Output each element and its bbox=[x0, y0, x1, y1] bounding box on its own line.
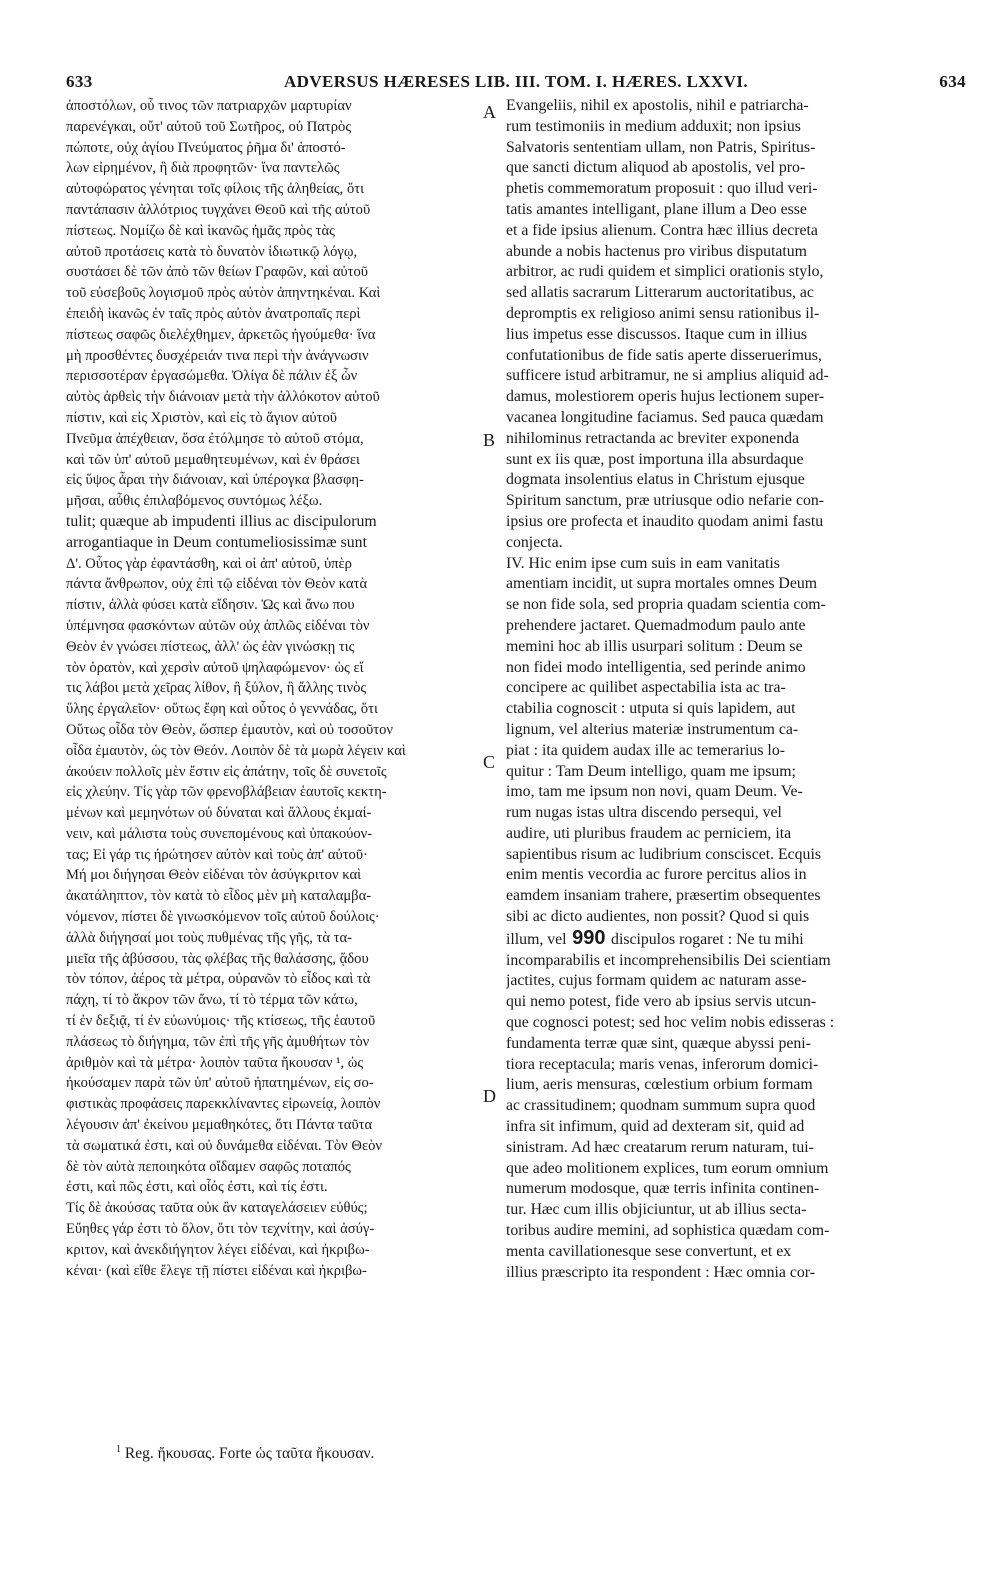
latin-text-line: audire, uti pluribus fraudem ac perniciem, ita bbox=[506, 824, 792, 842]
latin-text-line: dogmata insolentius elatus in Christum ejusque bbox=[506, 471, 805, 489]
latin-text-line: arrogantiaque in Deum contumeliosissimæ sunt bbox=[66, 533, 367, 551]
latin-text-line: fundamenta terræ quæ sint, quæque abyssi peni- bbox=[506, 1034, 811, 1052]
greek-text-line: τας; Εἰ γάρ τις ἠρώτησεν αὐτὸν καὶ τοὺς ἀπ' αὐτοῦ· bbox=[66, 846, 368, 863]
latin-text-line: tulit; quæque ab impudenti illius ac discipulorum bbox=[66, 512, 377, 530]
latin-text-line: Salvatoris sententiam ullam, non Patris, Spiritus- bbox=[506, 138, 816, 156]
latin-text-line: ac crassitudinem; quodnam summum supra quod bbox=[506, 1097, 816, 1115]
greek-text-line: Τίς δὲ ἀκούσας ταῦτα οὐκ ἂν καταγελάσειεν εὐθύς; bbox=[66, 1200, 368, 1217]
latin-text-line: tur. Hæc cum illis objiciuntur, ut ab illius secta- bbox=[506, 1201, 807, 1219]
greek-text-line: κριτον, καὶ ἀνεκδιήγητον λέγει εἰδέναι, καὶ ἠκριβω- bbox=[66, 1241, 370, 1258]
greek-text-line: φιστικὰς προφάσεις παρεκκλίναντες εἰρωνείᾳ, λοιπὸν bbox=[66, 1096, 381, 1113]
page-number-right: 634 bbox=[939, 72, 966, 91]
greek-text-line: λέγουσιν ἀπ' ἐκείνου μεμαθηκότες, ὅτι Πάντα ταῦτα bbox=[66, 1117, 373, 1134]
latin-text-line: tiora receptacula; maris venas, inferorum domici- bbox=[506, 1055, 819, 1073]
latin-text-line: incomparabilis et incomprehensibilis Dei scientiam bbox=[506, 951, 831, 969]
latin-text-line: sibi ac dicto audientes, non possit? Quod si quis bbox=[506, 908, 810, 926]
latin-text-line: sufficere istud arbitramur, ne si amplius aliquid ad- bbox=[506, 367, 829, 385]
greek-text-line: ἀποστόλων, οὗ τινος τῶν πατριαρχῶν μαρτυρίαν bbox=[66, 98, 352, 114]
greek-text-line: αὐτοφώρατος γένηται τοῖς φίλοις τῆς ἀληθείας, ὅτι bbox=[66, 181, 365, 198]
latin-text-line: rum testimoniis in medium adduxit; non ipsius bbox=[506, 117, 801, 135]
latin-text-line: que cognosci potest; sed hoc velim nobis edisseras : bbox=[506, 1014, 835, 1032]
greek-text-line: νειν, καὶ μάλιστα τοὺς συνεπομένους καὶ ὑπακούον- bbox=[66, 825, 373, 842]
latin-text-line: eamdem insaniam trahere, præsertim obsequentes bbox=[506, 887, 821, 905]
greek-text-line: Μή μοι διήγησαι Θεὸν εἰδέναι τὸν ἀσύγκριτον καὶ bbox=[66, 867, 362, 884]
latin-text-line: que sancti dictum aliquod ab apostolis, vel pro- bbox=[506, 159, 806, 177]
latin-text-line: sinistram. Ad hæc creatarum rerum naturam, tui- bbox=[506, 1138, 814, 1156]
footnote-mark: 1 bbox=[116, 1444, 121, 1455]
greek-text-line: συστάσει δὲ τῶν ἀπὸ τῶν θείων Γραφῶν, καὶ αὐτοῦ bbox=[66, 264, 368, 281]
greek-text-line: κέναι· (καὶ εἴθε ἔλεγε τῇ πίστει εἰδέναι καὶ ἠκριβω- bbox=[66, 1262, 367, 1279]
latin-text-line: IV. Hic enim ipse cum suis in eam vanitatis bbox=[506, 554, 780, 572]
greek-text-line: ἀλλὰ διήγησαί μοι τοὺς πυθμένας τῆς γῆς, τὰ τα- bbox=[66, 929, 353, 946]
latin-text-line: illius præscripto ita respondent : Hæc omnia cor- bbox=[506, 1263, 815, 1281]
latin-text-line: sapientibus risum ac ludibrium consciscet. Ecquis bbox=[506, 845, 821, 863]
latin-text-line: depromptis ex religioso animi sensu rationibus il- bbox=[506, 304, 820, 322]
latin-text-line: non fidei modo intelligentia, sed perinde animo bbox=[506, 658, 806, 676]
section-marker-c: C bbox=[483, 752, 496, 772]
greek-text-line: Πνεῦμα ἀπέχθειαν, ὅσα ἐτόλμησε τὸ αὐτοῦ στόμα, bbox=[66, 430, 364, 447]
latin-text-line: lius impetus esse discussos. Itaque cum in illius bbox=[506, 325, 807, 343]
section-marker-d: D bbox=[483, 1086, 496, 1106]
greek-text-line: τις λάβοι μετὰ χεῖρας λίθον, ἢ ξύλον, ἢ ἄλλης τινὸς bbox=[66, 680, 367, 697]
greek-text-line: αὐτὸς ἀρθεὶς τὴν διάνοιαν μετὰ τὴν ἀλλόκοτον αὐτοῦ bbox=[66, 389, 380, 406]
latin-text-line: et a fide ipsius alienum. Contra hæc illius decreta bbox=[506, 221, 818, 239]
greek-text-line: ἐπειδὴ ἱκανῶς ἐν ταῖς πρὸς αὐτὸν ἀνατροπαῖς περὶ bbox=[66, 305, 361, 322]
latin-paragraph-1-end bbox=[506, 512, 966, 554]
greek-text-line: εἰς ὕψος ἆραι τὴν διάνοιαν, καὶ ὑπέρογκα βλασφη- bbox=[66, 472, 364, 489]
latin-text-line: ctabilia cognoscit : utputa si quis lapidem, aut bbox=[506, 700, 796, 718]
latin-text-line: concipere ac quilibet aspectabilia ista ac tra- bbox=[506, 679, 786, 697]
latin-text-line: memini hoc ab illis usurpari solitum : Deum se bbox=[506, 637, 803, 655]
greek-text-line: παντάπασιν ἀλλότριος τυγχάνει Θεοῦ καὶ τῆς αὐτοῦ bbox=[66, 201, 371, 218]
latin-text-line: phetis commemoratum proposuit : quo illud veri- bbox=[506, 180, 818, 198]
greek-text-line: μῆσαι, αὖθις ἐπιλαβόμενος συντόμως λέξω. bbox=[66, 493, 323, 510]
latin-continuation bbox=[66, 512, 486, 554]
greek-paragraph-2 bbox=[66, 554, 486, 1282]
greek-text-line: ἀριθμὸν καὶ τὰ μέτρα· λοιπὸν ταῦτα ἤκουσαν ¹, ὡς bbox=[66, 1054, 364, 1071]
greek-text-line: Εὔηθες γάρ ἐστι τὸ ὅλον, ὅτι τὸν τεχνίτην, καὶ ἀσύγ- bbox=[66, 1221, 375, 1238]
greek-text-line: πάχη, τί τὸ ἄκρον τῶν ἄνω, τί τὸ τέρμα τῶν κάτω, bbox=[66, 992, 358, 1009]
greek-text-line: πάντα ἄνθρωπον, οὐχ ἐπὶ τῷ εἰδέναι τὸν Θεὸν κατὰ bbox=[66, 576, 368, 593]
page bbox=[66, 66, 966, 1566]
greek-text-line: μὴ προσθέντες δυσχέρειάν τινα περὶ τὴν ἀνάγνωσιν bbox=[66, 347, 369, 364]
latin-paragraph-2 bbox=[506, 554, 966, 1284]
latin-text-line: Evangeliis, nihil ex apostolis, nihil e patriarcha- bbox=[506, 97, 809, 114]
greek-text-line: μιεῖα τῆς ἀβύσσου, τὰς φλέβας τῆς θαλάσσης, ᾅδου bbox=[66, 950, 369, 967]
section-marker-b: B bbox=[483, 430, 496, 450]
greek-text-line: πίστιν, καὶ εἰς Χριστὸν, καὶ εἰς τὸ ἅγιον αὐτοῦ bbox=[66, 409, 338, 426]
footnote bbox=[116, 1444, 716, 1463]
greek-text-line: Οὕτως οἶδα τὸν Θεὸν, ὥσπερ ἐμαυτὸν, καὶ οὐ τοσοῦτον bbox=[66, 721, 394, 738]
latin-text-line: sed allatis sacrarum Litterarum auctoritatibus, ac bbox=[506, 284, 814, 302]
greek-text-line: λων εἰρημένον, ἢ διὰ προφητῶν· ἵνα παντελῶς bbox=[66, 160, 340, 177]
greek-text-line: Δ'. Οὗτος γὰρ ἐφαντάσθη, καὶ οἱ ἀπ' αὐτοῦ, ὑπὲρ bbox=[66, 555, 352, 572]
latin-column bbox=[506, 96, 966, 1436]
greek-text-line: τοῦ εὐσεβοῦς λογισμοῦ πρὸς αὐτὸν ἀπηντηκέναι. Καὶ bbox=[66, 285, 381, 302]
greek-text-line: Θεὸν ἐν γνώσει πίστεως, ἀλλ' ὡς ἐὰν γινώσκῃ τις bbox=[66, 638, 355, 655]
greek-text-line: πίστιν, ἀλλὰ φύσει κατὰ εἴδησιν. Ὡς καὶ ἄνω που bbox=[66, 597, 355, 614]
greek-text-line: τὸν τόπον, ἀέρος τὰ μέτρα, οὐρανῶν τὸ εἶδος καὶ τὰ bbox=[66, 971, 371, 988]
greek-text-line: ὑπέμνησα φασκόντων αὐτῶν οὐχ ἁπλῶς εἰδέναι τὸν bbox=[66, 617, 370, 634]
greek-text-line: ἀκατάληπτον, τὸν κατὰ τὸ εἶδος μὲν μὴ καταλαμβα- bbox=[66, 888, 372, 905]
latin-text-line: menta cavillationesque sese convertunt, et ex bbox=[506, 1242, 792, 1260]
latin-text-line: jactites, cujus formam quidem ac naturam asse- bbox=[506, 972, 807, 990]
greek-paragraph-1 bbox=[66, 96, 486, 512]
latin-text-line: piat : ita quidem audax ille ac temerarius lo- bbox=[506, 741, 785, 759]
greek-text-line: πίστεως. Νομίζω δὲ καὶ ἱκανῶς ἡμᾶς πρὸς τὰς bbox=[66, 222, 335, 239]
footnote-text: Reg. ἤκουσας. Forte ὡς ταῦτα ἤκουσαν. bbox=[124, 1445, 375, 1463]
latin-text-line: prehendere jactaret. Quemadmodum paulo ante bbox=[506, 616, 806, 634]
latin-text-line: illum, vel 990 discipulos rogaret : Ne tu mihi bbox=[506, 927, 804, 949]
latin-text-line: toribus audire memini, ad sophistica quædam com- bbox=[506, 1222, 830, 1240]
greek-text-line: καὶ τῶν ὑπ' αὐτοῦ μεμαθητευμένων, καὶ ἐν θράσει bbox=[66, 451, 360, 468]
latin-text-line: que adeo molitionem explices, tum eorum omnium bbox=[506, 1159, 829, 1177]
latin-text-line: amentiam incidit, ut supra mortales omnes Deum bbox=[506, 575, 818, 593]
greek-text-line: τὰ σωματικά ἐστι, καὶ οὐ δυνάμεθα εἰδέναι. Τὸν Θεὸν bbox=[66, 1137, 382, 1154]
latin-text-line: qui nemo potest, fide vero ab ipsius servis utcun- bbox=[506, 993, 817, 1011]
section-marker-a: A bbox=[483, 102, 496, 122]
running-title: ADVERSUS HÆRESES LIB. III. TOM. I. HÆRES. LXXVI. bbox=[284, 72, 748, 91]
greek-text-line: δὲ τὸν αὐτὰ πεποιηκότα οἴδαμεν σαφῶς ποταπός bbox=[66, 1158, 351, 1175]
greek-text-line: οἶδα ἐμαυτὸν, ὡς τὸν Θεόν. Λοιπὸν δὲ τὰ μωρὰ λέγειν καὶ bbox=[66, 742, 406, 759]
latin-text-line: ipsius ore profecta et inaudito quodam animi fastu bbox=[506, 512, 824, 530]
greek-text-line: ἠκούσαμεν παρὰ τῶν ὑπ' αὐτοῦ ἠπατημένων, εἰς σο- bbox=[66, 1075, 374, 1092]
greek-text-line: πίστεως σαφῶς διελέχθημεν, ἀρκετῶς ἡγούμεθα· ἵνα bbox=[66, 326, 376, 343]
latin-text-line: se non fide sola, sed propria quadam scientia com- bbox=[506, 596, 826, 614]
latin-text-line: sunt ex iis quæ, post importuna illa absurdaque bbox=[506, 450, 804, 468]
latin-text-line: tatis amantes intelligant, plane illum a Deo esse bbox=[506, 200, 807, 218]
column-number: 990 bbox=[566, 927, 612, 949]
latin-text-line: vacanea longitudine faciamus. Sed pauca quædam bbox=[506, 408, 824, 426]
latin-text-line: nihilominus retractanda ac breviter exponenda bbox=[506, 429, 799, 447]
latin-text-line: Spiritum sanctum, præ utriusque odio nefarie con- bbox=[506, 492, 825, 510]
latin-text-line: lium, aeris mensuras, cœlestium orbium formam bbox=[506, 1076, 813, 1094]
greek-text-line: τὸν ὁρατὸν, καὶ χερσὶν αὐτοῦ ψηλαφώμενον· ὡς εἴ bbox=[66, 659, 364, 676]
latin-text-line: damus, molestiorem operis hujus lectionem super- bbox=[506, 388, 825, 406]
latin-paragraph-1 bbox=[506, 96, 966, 512]
latin-text-line: confutationibus de fide satis aperte disseruerimus, bbox=[506, 346, 822, 364]
latin-text-line: conjecta. bbox=[506, 533, 563, 551]
greek-text-line: εἰς χλεύην. Τίς γὰρ τῶν φρενοβλάβειαν ἑαυτοῖς κεκτη- bbox=[66, 784, 387, 801]
latin-text-fragment: discipulos rogaret : Ne tu mihi bbox=[611, 930, 804, 948]
greek-text-line: πώποτε, οὐχ ἁγίου Πνεύματος ῥῆμα δι' ἀποστό- bbox=[66, 139, 346, 156]
latin-text-line: arbitror, ac rudi quidem et simplici orationis stylo, bbox=[506, 263, 824, 281]
latin-text-line: quitur : Tam Deum intelligo, quam me ipsum; bbox=[506, 762, 796, 780]
latin-text-line: imo, tam me ipsum non novi, quam Deum. Ve- bbox=[506, 783, 803, 801]
greek-text-line: ὕλης ἐργαλεῖον· οὕτως ἔφη καὶ οὗτος ὁ γεννάδας, ὅτι bbox=[66, 701, 378, 718]
greek-text-line: μένων καὶ μεμηνότων οὐ δύναται καὶ ἄλλους ἐκμαί- bbox=[66, 805, 372, 822]
greek-text-line: πλάσεως τὸ διήγημα, τῶν ἐπὶ τῆς γῆς ἀμυθήτων τὸν bbox=[66, 1033, 370, 1050]
greek-column bbox=[66, 96, 486, 1436]
latin-text-line: rum nugas istas ultra discendo persequi, vel bbox=[506, 804, 782, 822]
page-number-left: 633 bbox=[66, 72, 93, 91]
greek-text-line: περισσοτέραν ἐργασώμεθα. Ὀλίγα δὲ πάλιν ἐξ ὧν bbox=[66, 368, 358, 385]
greek-text-line: παρενέγκαι, οὔτ' αὐτοῦ τοῦ Σωτῆρος, οὐ Πατρὸς bbox=[66, 118, 352, 135]
greek-text-line: ἀκούειν πολλοῖς μὲν ἔστιν εἰς ἀπάτην, τοῖς δὲ συνετοῖς bbox=[66, 763, 387, 780]
latin-text-line: numerum modosque, quæ terris infinita continen- bbox=[506, 1180, 820, 1198]
greek-text-line: αὐτοῦ προτάσεις κατὰ τὸ δυνατὸν ἰδιωτικῷ λόγῳ, bbox=[66, 243, 358, 260]
greek-text-line: τί ἐν δεξιᾷ, τί ἐν εὐωνύμοις· τῆς κτίσεως, τῆς ἑαυτοῦ bbox=[66, 1013, 376, 1030]
greek-text-line: νόμενον, πίστει δὲ γινωσκόμενον τοῖς αὐτοῦ δούλοις· bbox=[66, 909, 380, 926]
latin-text-line: infra sit infimum, quid ad dexteram sit, quid ad bbox=[506, 1118, 805, 1136]
greek-text-line: ἐστι, καὶ πῶς ἐστι, καὶ οἷός ἐστι, καὶ τίς ἐστι. bbox=[66, 1179, 328, 1196]
latin-text-line: lignum, vel alterius materiæ instrumentum ca- bbox=[506, 720, 799, 738]
running-header bbox=[66, 66, 966, 94]
latin-text-line: abunde a nobis hactenus pro viribus disputatum bbox=[506, 242, 807, 260]
latin-text-line: enim mentis vecordia ac furore percitus alios in bbox=[506, 866, 807, 884]
